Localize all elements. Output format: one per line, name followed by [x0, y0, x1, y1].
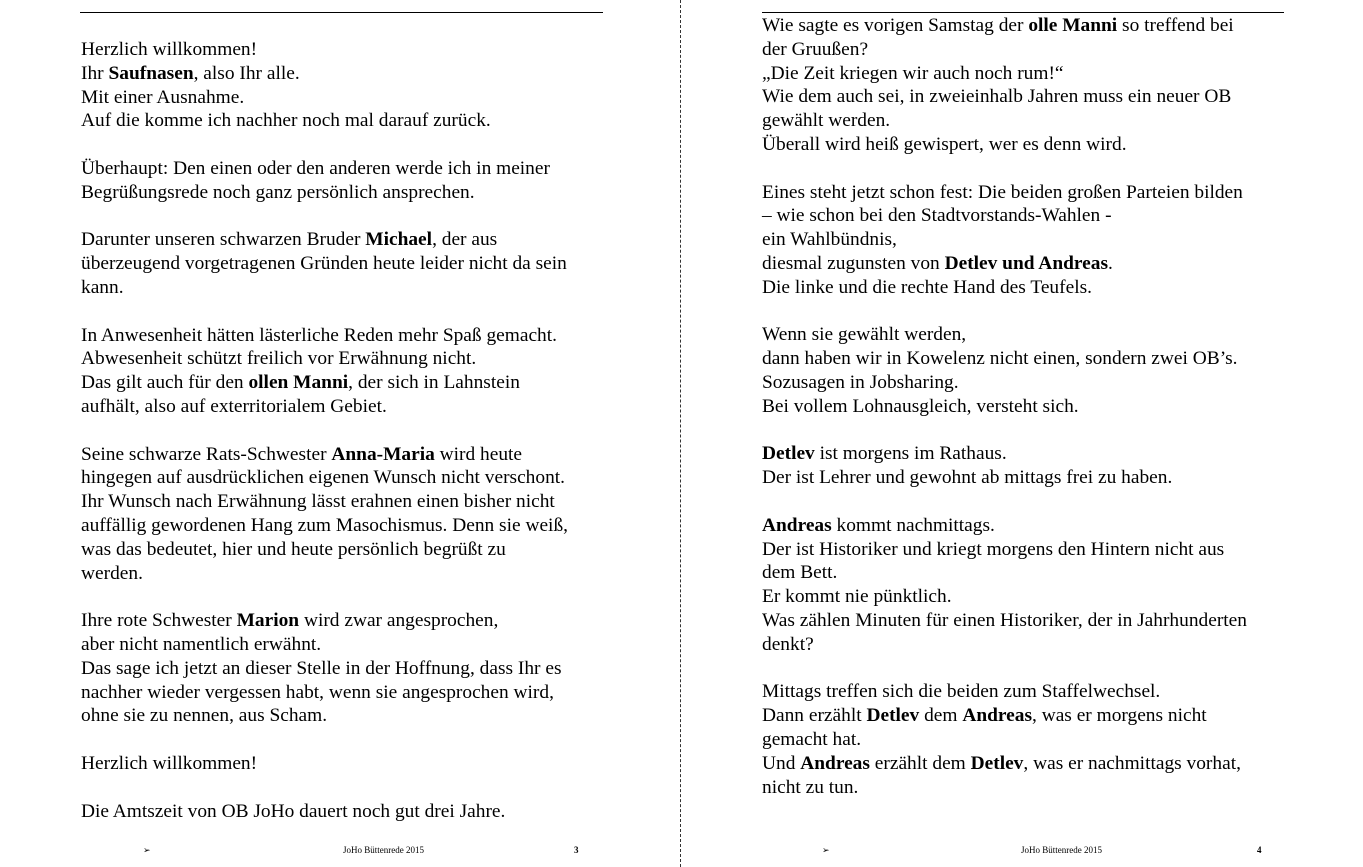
text-run: denkt?: [762, 633, 814, 655]
footer-page-number: 3: [574, 845, 579, 855]
text-run: aufhält, also auf exterritorialem Gebiet.: [81, 395, 387, 417]
text-run: wird heute: [434, 443, 523, 465]
paragraph: [762, 680, 1292, 799]
bold-name: Andreas: [800, 752, 870, 774]
text-run: Eines steht jetzt schon fest: Die beiden großen Parteien bilden: [762, 181, 1243, 203]
text-line: [81, 252, 621, 276]
text-line: [762, 752, 1292, 776]
text-line: [81, 347, 621, 371]
text-run: nachher wieder vergessen habt, wenn sie angesprochen wird,: [81, 681, 554, 703]
text-run: Auf die komme ich nachher noch mal darauf zurück.: [81, 110, 491, 132]
text-line: [762, 633, 1292, 657]
bold-name: olle Manni: [1028, 15, 1118, 36]
text-run: Ihr Wunsch nach Erwähnung lässt erahnen einen bisher nicht: [81, 491, 555, 513]
text-line: [762, 14, 1292, 38]
text-line: [81, 181, 621, 205]
text-run: werden.: [81, 562, 143, 584]
text-line: [762, 704, 1292, 728]
text-line: [762, 252, 1292, 276]
bold-name: Michael: [365, 229, 433, 251]
text-line: [81, 86, 621, 110]
text-run: Dann erzählt: [762, 705, 867, 727]
text-line: [81, 704, 621, 728]
text-line: [762, 680, 1292, 704]
bold-name: Anna-Maria: [331, 443, 435, 465]
text-run: was das bedeutet, hier und heute persönlich begrüßt zu: [81, 538, 506, 560]
text-line: [762, 585, 1292, 609]
text-run: gemacht hat.: [762, 728, 862, 750]
text-run: so treffend bei: [1117, 15, 1234, 36]
footer-page-number: 4: [1257, 845, 1262, 855]
text-run: , also Ihr alle.: [193, 62, 300, 84]
text-line: [762, 347, 1292, 371]
bold-name: Detlev: [866, 705, 920, 727]
document-page-4: [682, 0, 1363, 867]
paragraph: [762, 323, 1292, 418]
text-run: Er kommt nie pünktlich.: [762, 586, 952, 608]
text-run: dann haben wir in Kowelenz nicht einen, sondern zwei OB’s.: [762, 348, 1238, 370]
text-line: [81, 490, 621, 514]
text-line: [762, 323, 1292, 347]
text-run: kommt nachmittags.: [831, 514, 995, 536]
text-run: Wenn sie gewählt werden,: [762, 324, 967, 346]
text-run: Mit einer Ausnahme.: [81, 86, 245, 108]
text-run: Sozusagen in Jobsharing.: [762, 371, 959, 393]
text-run: der Gruußen?: [762, 38, 869, 60]
text-run: Was zählen Minuten für einen Historiker, der in Jahrhunderten: [762, 609, 1247, 631]
text-run: Die linke und die rechte Hand des Teufels.: [762, 276, 1092, 298]
text-run: Wie sagte es vorigen Samstag der: [762, 15, 1029, 36]
text-line: [762, 561, 1292, 585]
text-line: [762, 204, 1292, 228]
text-run: Das sage ich jetzt an dieser Stelle in der Hoffnung, dass Ihr es: [81, 657, 562, 679]
paragraph: [81, 800, 621, 824]
text-run: Herzlich willkommen!: [81, 752, 258, 774]
text-run: In Anwesenheit hätten lästerliche Reden mehr Spaß gemacht.: [81, 324, 557, 346]
paragraph: [762, 14, 1292, 157]
text-run: aber nicht namentlich erwähnt.: [81, 633, 322, 655]
text-line: [762, 133, 1292, 157]
paragraph: [81, 228, 621, 299]
text-line: [762, 371, 1292, 395]
text-line: [81, 466, 621, 490]
text-run: ohne sie zu nennen, aus Scham.: [81, 705, 328, 727]
bold-name: Andreas: [762, 514, 832, 536]
text-run: erzählt dem: [869, 752, 971, 774]
header-rule: [80, 12, 603, 13]
text-run: Mittags treffen sich die beiden zum Staffelwechsel.: [762, 681, 1161, 703]
bold-name: Saufnasen: [108, 62, 194, 84]
text-run: auffällig gewordenen Hang zum Masochismus. Denn sie weiß,: [81, 514, 568, 536]
text-line: [81, 514, 621, 538]
text-line: [762, 514, 1292, 538]
paragraph: [81, 443, 621, 586]
text-line: [81, 562, 621, 586]
text-run: ein Wahlbündnis,: [762, 229, 897, 251]
bold-name: Detlev: [970, 752, 1024, 774]
page-body-text: [762, 14, 1292, 823]
paragraph: [762, 181, 1292, 300]
text-line: [81, 633, 621, 657]
document-page-3: [0, 0, 681, 867]
bold-name: Detlev: [762, 443, 815, 465]
text-run: Wie dem auch sei, in zweieinhalb Jahren muss ein neuer OB: [762, 86, 1232, 108]
bold-name: Marion: [236, 610, 300, 632]
text-run: überzeugend vorgetragenen Gründen heute leider nicht da sein: [81, 253, 567, 275]
text-line: [762, 395, 1292, 419]
text-run: Die Amtszeit von OB JoHo dauert noch gut drei Jahre.: [81, 800, 506, 822]
text-run: Abwesenheit schützt freilich vor Erwähnung nicht.: [81, 348, 477, 370]
text-run: Der ist Historiker und kriegt morgens den Hintern nicht aus: [762, 538, 1225, 560]
footer-arrow-icon: ➢: [822, 845, 830, 855]
paragraph: [81, 38, 621, 133]
text-run: Der ist Lehrer und gewohnt ab mittags frei zu haben.: [762, 467, 1173, 489]
text-line: [81, 276, 621, 300]
text-run: nicht zu tun.: [762, 776, 859, 798]
text-line: [81, 800, 621, 824]
paragraph: [762, 442, 1292, 490]
text-run: wird zwar angesprochen,: [299, 610, 499, 632]
text-line: [81, 324, 621, 348]
text-line: [762, 276, 1292, 300]
paragraph: [81, 157, 621, 205]
paragraph: [81, 752, 621, 776]
text-line: [762, 776, 1292, 800]
text-run: Das gilt auch für den: [81, 372, 249, 394]
text-line: [762, 109, 1292, 133]
text-run: Begrüßungsrede noch ganz persönlich ansprechen.: [81, 181, 475, 203]
text-line: [81, 538, 621, 562]
text-run: .: [1108, 252, 1113, 274]
text-line: [81, 371, 621, 395]
paragraph: [81, 609, 621, 728]
text-run: Darunter unseren schwarzen Bruder: [81, 229, 366, 251]
text-line: [81, 752, 621, 776]
text-run: ist morgens im Rathaus.: [814, 443, 1007, 465]
text-run: dem Bett.: [762, 562, 838, 584]
text-line: [762, 62, 1292, 86]
text-run: – wie schon bei den Stadtvorstands-Wahlen -: [762, 205, 1112, 227]
bold-name: ollen Manni: [248, 372, 349, 394]
footer-arrow-icon: ➢: [143, 845, 151, 855]
text-run: Herzlich willkommen!: [81, 39, 258, 60]
text-line: [81, 395, 621, 419]
bold-name: Andreas: [962, 705, 1032, 727]
text-run: diesmal zugunsten von: [762, 252, 945, 274]
text-run: „Die Zeit kriegen wir auch noch rum!“: [762, 62, 1064, 84]
text-line: [81, 38, 621, 62]
text-run: Und: [762, 752, 801, 774]
text-run: kann.: [81, 276, 124, 298]
paragraph: [81, 324, 621, 419]
text-run: Ihr: [81, 62, 109, 84]
text-line: [762, 38, 1292, 62]
text-run: Bei vollem Lohnausgleich, versteht sich.: [762, 395, 1079, 417]
text-run: dem: [919, 705, 963, 727]
header-rule: [762, 12, 1284, 13]
footer-document-title: JoHo Büttenrede 2015: [343, 845, 424, 855]
text-run: Überhaupt: Den einen oder den anderen werde ich in meiner: [81, 157, 550, 179]
text-line: [81, 109, 621, 133]
page-body-text: [81, 38, 621, 847]
text-line: [81, 228, 621, 252]
text-line: [762, 442, 1292, 466]
text-line: [81, 609, 621, 633]
text-line: [81, 443, 621, 467]
text-line: [762, 609, 1292, 633]
text-run: gewählt werden.: [762, 110, 891, 132]
footer-document-title: JoHo Büttenrede 2015: [1021, 845, 1102, 855]
text-run: , was er nachmittags vorhat,: [1023, 752, 1241, 774]
text-run: Seine schwarze Rats-Schwester: [81, 443, 332, 465]
text-run: , was er morgens nicht: [1032, 705, 1207, 727]
text-line: [81, 681, 621, 705]
text-run: Ihre rote Schwester: [81, 610, 237, 632]
text-line: [81, 157, 621, 181]
bold-name: Detlev und Andreas: [944, 252, 1108, 274]
text-run: , der aus: [432, 229, 498, 251]
text-run: hingegen auf ausdrücklichen eigenen Wunsch nicht verschont.: [81, 467, 566, 489]
text-line: [762, 181, 1292, 205]
text-run: Überall wird heiß gewispert, wer es denn wird.: [762, 133, 1127, 155]
text-line: [762, 228, 1292, 252]
text-line: [762, 85, 1292, 109]
text-line: [762, 538, 1292, 562]
text-line: [81, 657, 621, 681]
paragraph: [762, 514, 1292, 657]
text-line: [81, 62, 621, 86]
text-line: [762, 466, 1292, 490]
text-line: [762, 728, 1292, 752]
text-run: , der sich in Lahnstein: [348, 372, 520, 394]
